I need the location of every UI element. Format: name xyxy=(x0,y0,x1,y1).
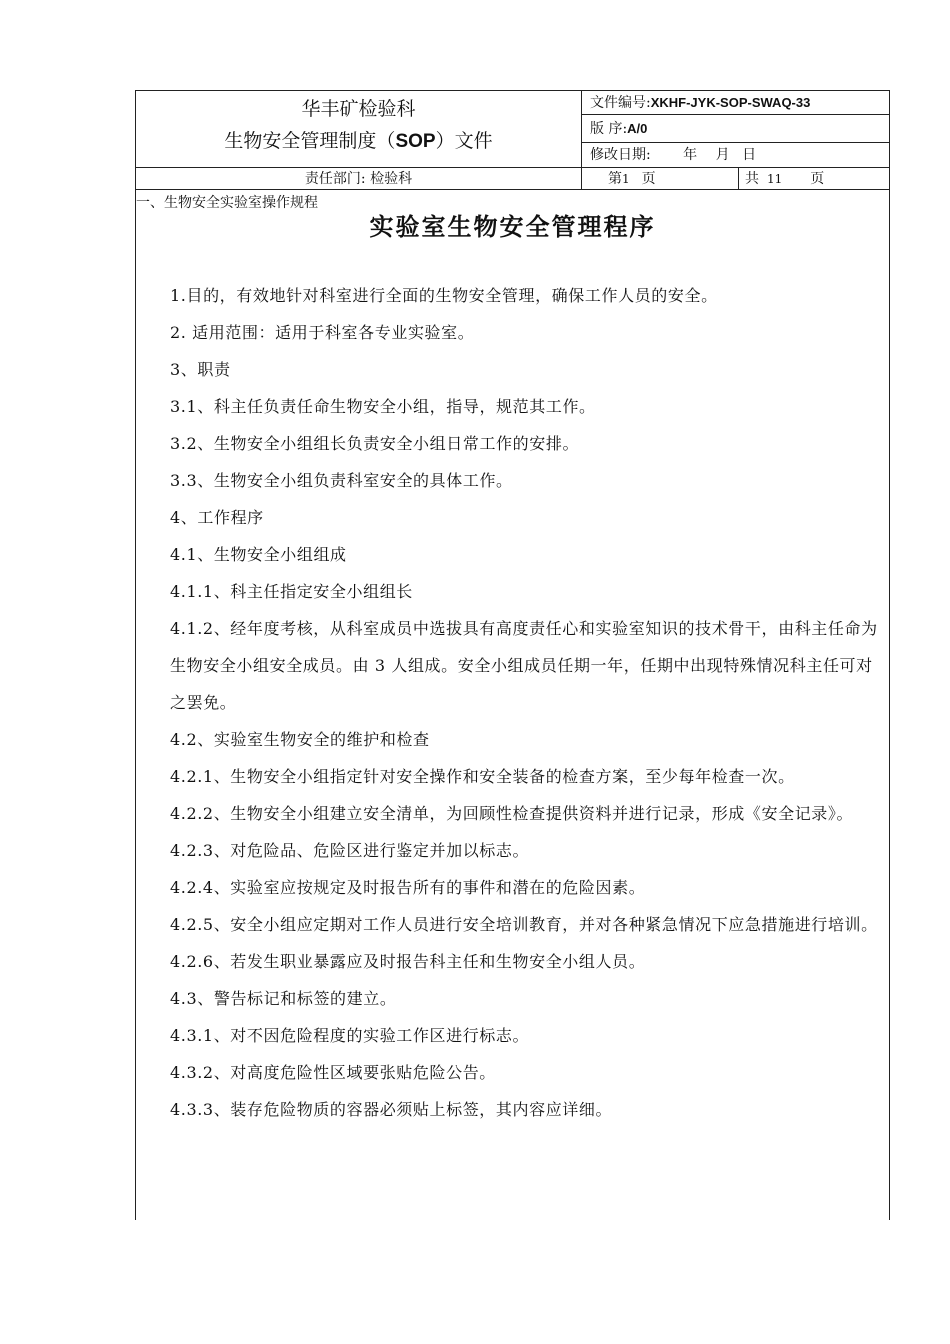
document-number: 文件编号:XKHF-JYK-SOP-SWAQ-33 xyxy=(590,95,811,111)
paragraph: 4.2.4、实验室应按规定及时报告所有的事件和潜在的危险因素。 xyxy=(170,878,646,897)
organization-name: 华丰矿检验科 xyxy=(301,98,416,120)
paragraph: 4.1、生物安全小组组成 xyxy=(170,545,347,564)
paragraph: 3、职责 xyxy=(170,360,231,379)
paragraph: 3.2、生物安全小组组长负责安全小组日常工作的安排。 xyxy=(170,434,580,453)
paragraph: 4.2.6、若发生职业暴露应及时报告科主任和生物安全小组人员。 xyxy=(170,952,646,971)
paragraph: 4、工作程序 xyxy=(170,508,264,527)
revision-date: 修改日期: 年 月 日 xyxy=(590,147,757,163)
paragraph: 3.3、生物安全小组负责科室安全的具体工作。 xyxy=(170,471,513,490)
paragraph: 4.3.2、对高度危险性区域要张贴危险公告。 xyxy=(170,1063,496,1082)
paragraph: 4.2.1、生物安全小组指定针对安全操作和安全装备的检查方案，至少每年检查一次。 xyxy=(170,767,795,786)
paragraph: 4.3、警告标记和标签的建立。 xyxy=(170,989,397,1008)
paragraph: 4.3.1、对不因危险程度的实验工作区进行标志。 xyxy=(170,1026,530,1045)
section-label: 一、生物安全实验室操作规程 xyxy=(136,195,318,211)
page-number: 第1 页 xyxy=(608,171,656,187)
total-pages: 共 11 页 xyxy=(745,171,825,187)
document-type-title: 生物安全管理制度（SOP）文件 xyxy=(224,130,493,152)
paragraph: 4.3.3、装存危险物质的容器必须贴上标签，其内容应详细。 xyxy=(170,1100,613,1119)
paragraph: 4.1.1、科主任指定安全小组组长 xyxy=(170,582,413,601)
paragraph: 4.2、实验室生物安全的维护和检查 xyxy=(170,730,430,749)
paragraph: 4.2.2、生物安全小组建立安全清单，为回顾性检查提供资料并进行记录，形成《安全记录》。 xyxy=(170,804,854,823)
paragraph: 4.1.2、经年度考核，从科室成员中选拔具有高度责任心和实验室知识的技术骨干，由科主任命为生物安全小组安全成员。由 3 人组成。安全小组成员任期一年，任期中出现特殊情况科主任可对之罢免。 xyxy=(170,619,878,712)
header-table xyxy=(135,90,890,190)
paragraph: 1.目的，有效地针对科室进行全面的生物安全管理，确保工作人员的安全。 xyxy=(170,286,718,305)
paragraph: 4.2.3、对危险品、危险区进行鉴定并加以标志。 xyxy=(170,841,530,860)
paragraph: 4.2.5、安全小组应定期对工作人员进行安全培训教育，并对各种紧急情况下应急措施进行培训。 xyxy=(170,915,878,934)
document-body xyxy=(170,277,882,1128)
responsible-department: 责任部门: 检验科 xyxy=(304,171,413,187)
paragraph: 2. 适用范围：适用于科室各专业实验室。 xyxy=(170,323,475,342)
paragraph: 3.1、科主任负责任命生物安全小组，指导，规范其工作。 xyxy=(170,397,596,416)
main-title: 实验室生物安全管理程序 xyxy=(369,212,656,241)
version: 版 序:A/0 xyxy=(590,121,648,137)
